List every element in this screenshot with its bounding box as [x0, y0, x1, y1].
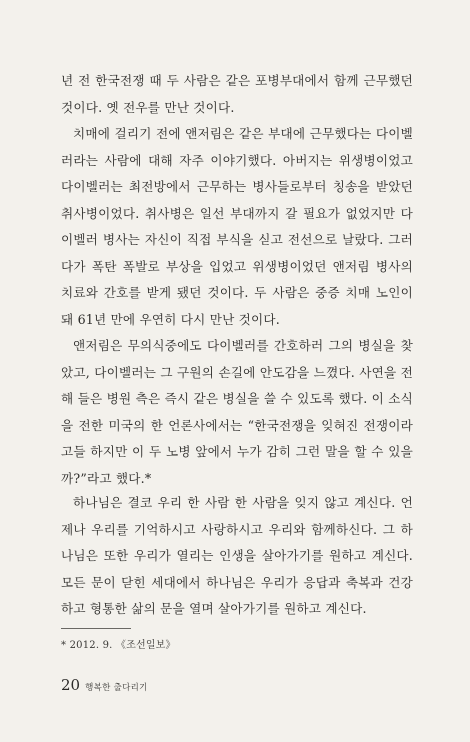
paragraph: 앤저림은 무의식중에도 다이벨러를 간호하러 그의 병실을 찾았고, 다이벨러는 그 구원의 손길에 안도감을 느꼈다. 사연을 전해 들은 병원 측은 즉시 같은 병실을 쓸 수 있도록 했다. 이 소식을 전한 미국의 한 언론사에서는 “한국전쟁을 잊혀진 전쟁이라고들 하지만 이 두 노병 앞에서 누가 감히 그런 말을 할 수 있을까?”라고 했다.*: [61, 338, 413, 486]
paragraph: 하나님은 결코 우리 한 사람 한 사람을 잊지 않고 계신다. 언제나 우리를 기억하시고 사랑하시고 우리와 함께하신다. 그 하나님은 또한 우리가 열리는 인생을 살아가기를 원하고 계신다. 모든 문이 닫힌 세대에서 하나님은 우리가 응답과 축복과 건강하고 형통한 삶의 문을 열며 살아가기를 원하고 계신다.: [61, 495, 413, 616]
paragraph: 치매에 걸리기 전에 앤저림은 같은 부대에 근무했다는 다이벨러라는 사람에 대해 자주 이야기했다. 아버지는 위생병이었고 다이벨러는 최전방에서 근무하는 병사들로부터 칭송을 받았던 취사병이었다. 취사병은 일선 부대까지 갈 필요가 없었지만 다이벨러 병사는 자신이 직접 부식을 싣고 전선으로 날랐다. 그러다가 폭탄 폭발로 부상을 입었고 위생병이었던 앤저림 병사의 치료와 간호를 받게 됐던 것이다. 두 사람은 중증 치매 노인이 돼 61년 만에 우연히 다시 만난 것이다.: [61, 126, 413, 327]
paragraph: 년 전 한국전쟁 때 두 사람은 같은 포병부대에서 함께 근무했던 것이다. 옛 전우를 만난 것이다.: [61, 73, 413, 115]
footnote: * 2012. 9. 《조선일보》: [61, 640, 176, 651]
running-title: 행복한 출다리기: [85, 683, 148, 693]
page-footer: [61, 676, 148, 694]
footnote-divider: [61, 628, 131, 629]
main-text-block: [61, 68, 413, 492]
closing-text-block: [61, 490, 413, 623]
page-number: 20: [61, 676, 81, 694]
